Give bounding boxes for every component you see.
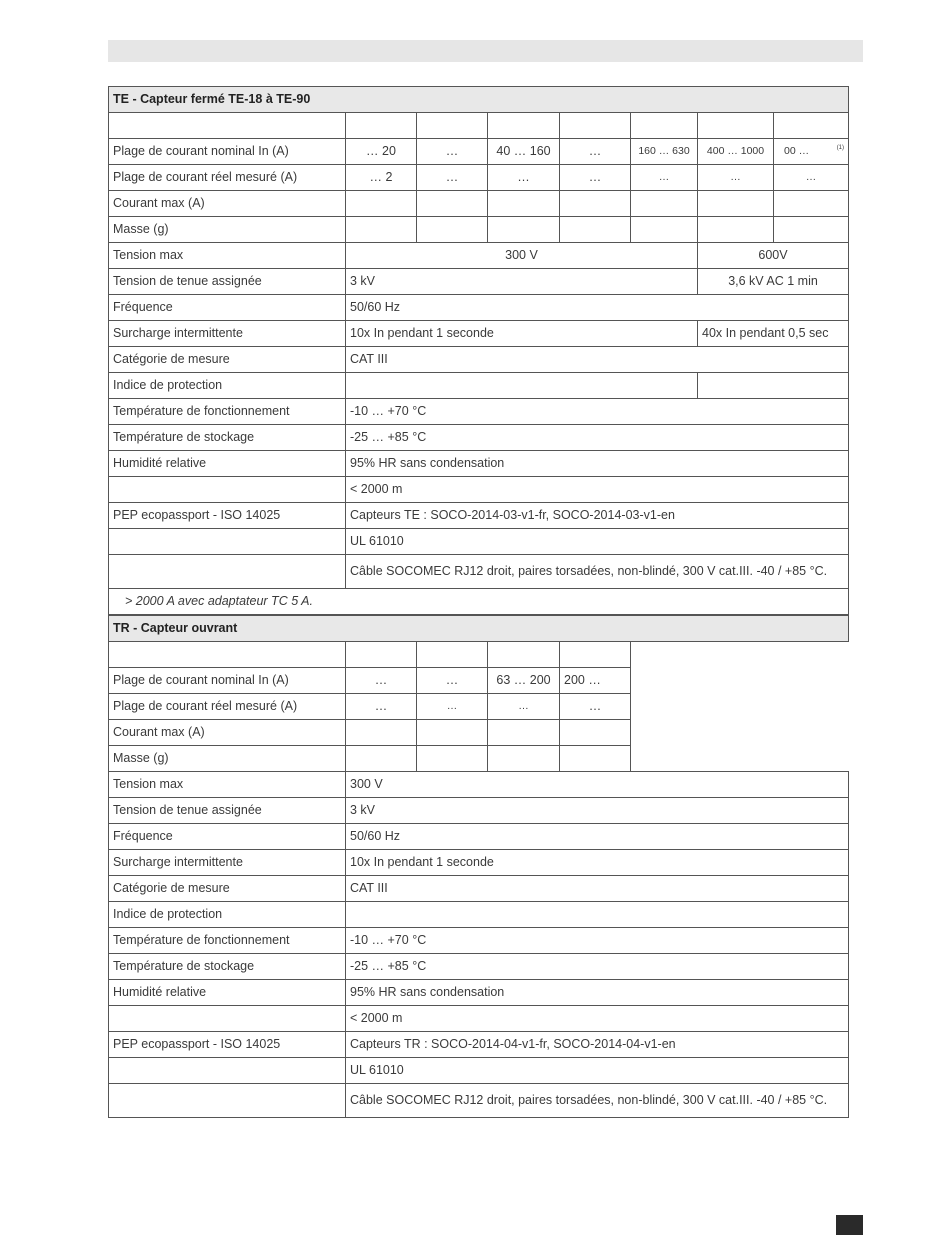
cell-value-with-footnote — [774, 139, 849, 165]
te-cable-row — [109, 555, 849, 589]
cell-value: < 2000 m — [346, 477, 849, 503]
cell-value: 95% HR sans condensation — [346, 980, 849, 1006]
row-label: Courant max (A) — [109, 191, 346, 217]
row-label: Tension max — [109, 772, 346, 798]
cell-value: 10x In pendant 1 seconde — [346, 321, 698, 347]
tr-protection-row — [109, 902, 849, 928]
cell-value: 3 kV — [346, 269, 698, 295]
row-label: Tension de tenue assignée — [109, 798, 346, 824]
cell-value: 95% HR sans condensation — [346, 451, 849, 477]
te-real-row — [109, 165, 849, 191]
row-label: Température de stockage — [109, 954, 346, 980]
footnote-marker: (1) — [836, 145, 845, 151]
row-label: Courant max (A) — [109, 720, 346, 746]
te-section-header — [109, 87, 849, 113]
te-ul-row — [109, 529, 849, 555]
cell-value: 10x In pendant 1 seconde — [346, 850, 849, 876]
tr-op-temp-row — [109, 928, 849, 954]
te-humidity-row — [109, 451, 849, 477]
row-label: Indice de protection — [109, 902, 346, 928]
row-label: Catégorie de mesure — [109, 876, 346, 902]
cell-value: 63 … 200 — [488, 668, 560, 694]
te-overload-row — [109, 321, 849, 347]
cell-value: … — [560, 694, 631, 720]
blank-area — [631, 642, 849, 772]
row-label: Humidité relative — [109, 980, 346, 1006]
cell-value: 200 … — [560, 668, 631, 694]
cell-value: 50/60 Hz — [346, 295, 849, 321]
cell-value: … — [417, 668, 488, 694]
cell-value: … — [417, 165, 488, 191]
cell-value: 3 kV — [346, 798, 849, 824]
tr-withstand-row — [109, 798, 849, 824]
cell-value: … — [417, 139, 488, 165]
te-altitude-row — [109, 477, 849, 503]
cell-value: 300 V — [346, 243, 698, 269]
row-label: Tension max — [109, 243, 346, 269]
tr-pep-row — [109, 1032, 849, 1058]
te-category-row — [109, 347, 849, 373]
row-label: Masse (g) — [109, 217, 346, 243]
tr-humidity-row — [109, 980, 849, 1006]
cell-value: … — [346, 694, 417, 720]
cell-value: -10 … +70 °C — [346, 399, 849, 425]
te-spec-table — [108, 86, 849, 615]
te-pep-row — [109, 503, 849, 529]
row-label: Catégorie de mesure — [109, 347, 346, 373]
row-label: PEP ecopassport - ISO 14025 — [109, 503, 346, 529]
tr-overload-row — [109, 850, 849, 876]
row-label: Plage de courant réel mesuré (A) — [109, 165, 346, 191]
cell-value: 300 V — [346, 772, 849, 798]
cell-value: 600V — [698, 243, 849, 269]
cell-value: Capteurs TE : SOCO-2014-03-v1-fr, SOCO-2014-03-v1-en — [346, 503, 849, 529]
cell-value: 400 … 1000 — [698, 139, 774, 165]
row-label: Masse (g) — [109, 746, 346, 772]
row-label: PEP ecopassport - ISO 14025 — [109, 1032, 346, 1058]
tr-storage-temp-row — [109, 954, 849, 980]
cell-value: … — [346, 668, 417, 694]
tr-voltage-row — [109, 772, 849, 798]
header-band — [108, 40, 863, 62]
te-mass-row — [109, 217, 849, 243]
te-withstand-row — [109, 269, 849, 295]
row-label: Plage de courant nominal In (A) — [109, 668, 346, 694]
cell-value: … — [560, 139, 631, 165]
cell-value: 3,6 kV AC 1 min — [698, 269, 849, 295]
cell-value: -25 … +85 °C — [346, 425, 849, 451]
te-footnote-row — [109, 589, 849, 615]
tr-category-row — [109, 876, 849, 902]
te-model-row — [109, 113, 849, 139]
cell-value: Câble SOCOMEC RJ12 droit, paires torsadées, non-blindé, 300 V cat.III. -40 / +85 °C. — [346, 555, 849, 589]
row-label: Tension de tenue assignée — [109, 269, 346, 295]
te-max-row — [109, 191, 849, 217]
tr-ul-row — [109, 1058, 849, 1084]
te-nominal-row — [109, 139, 849, 165]
tr-spec-table — [108, 615, 849, 1118]
footnote-text: > 2000 A avec adaptateur TC 5 A. — [109, 589, 849, 615]
tr-model-row — [109, 642, 849, 668]
row-label: Surcharge intermittente — [109, 850, 346, 876]
cell-value: 00 … — [784, 145, 810, 157]
cell-value: … 20 — [346, 139, 417, 165]
cell-value: UL 61010 — [346, 529, 849, 555]
tr-cable-row — [109, 1084, 849, 1118]
cell-value: 50/60 Hz — [346, 824, 849, 850]
row-label: Surcharge intermittente — [109, 321, 346, 347]
cell-value: … — [560, 165, 631, 191]
cell-value: -10 … +70 °C — [346, 928, 849, 954]
row-label: Fréquence — [109, 295, 346, 321]
row-label: Plage de courant nominal In (A) — [109, 139, 346, 165]
cell-value: Capteurs TR : SOCO-2014-04-v1-fr, SOCO-2014-04-v1-en — [346, 1032, 849, 1058]
cell-value: CAT III — [346, 347, 849, 373]
cell-value: Câble SOCOMEC RJ12 droit, paires torsadées, non-blindé, 300 V cat.III. -40 / +85 °C. — [346, 1084, 849, 1118]
row-label: Température de fonctionnement — [109, 928, 346, 954]
row-label: Humidité relative — [109, 451, 346, 477]
cell-value: < 2000 m — [346, 1006, 849, 1032]
cell-value: … — [774, 165, 849, 191]
cell-value: UL 61010 — [346, 1058, 849, 1084]
cell-value: … — [698, 165, 774, 191]
te-section-title: TE - Capteur fermé TE-18 à TE-90 — [109, 87, 849, 113]
cell-value: 40x In pendant 0,5 sec — [698, 321, 849, 347]
cell-value: … — [631, 165, 698, 191]
row-label: Plage de courant réel mesuré (A) — [109, 694, 346, 720]
tr-altitude-row — [109, 1006, 849, 1032]
row-label: Indice de protection — [109, 373, 346, 399]
cell-value: 160 … 630 — [631, 139, 698, 165]
te-freq-row — [109, 295, 849, 321]
te-voltage-row — [109, 243, 849, 269]
te-storage-temp-row — [109, 425, 849, 451]
tr-section-header — [109, 616, 849, 642]
cell-value: … — [488, 165, 560, 191]
cell-value: … — [488, 694, 560, 720]
row-label: Température de fonctionnement — [109, 399, 346, 425]
tr-freq-row — [109, 824, 849, 850]
row-label: Fréquence — [109, 824, 346, 850]
te-op-temp-row — [109, 399, 849, 425]
cell-value: 40 … 160 — [488, 139, 560, 165]
cell-value: CAT III — [346, 876, 849, 902]
te-protection-row — [109, 373, 849, 399]
cell-value: … 2 — [346, 165, 417, 191]
tr-section-title: TR - Capteur ouvrant — [109, 616, 849, 642]
page-number-tab — [836, 1215, 863, 1235]
cell-value: -25 … +85 °C — [346, 954, 849, 980]
cell-value: … — [417, 694, 488, 720]
row-label: Température de stockage — [109, 425, 346, 451]
